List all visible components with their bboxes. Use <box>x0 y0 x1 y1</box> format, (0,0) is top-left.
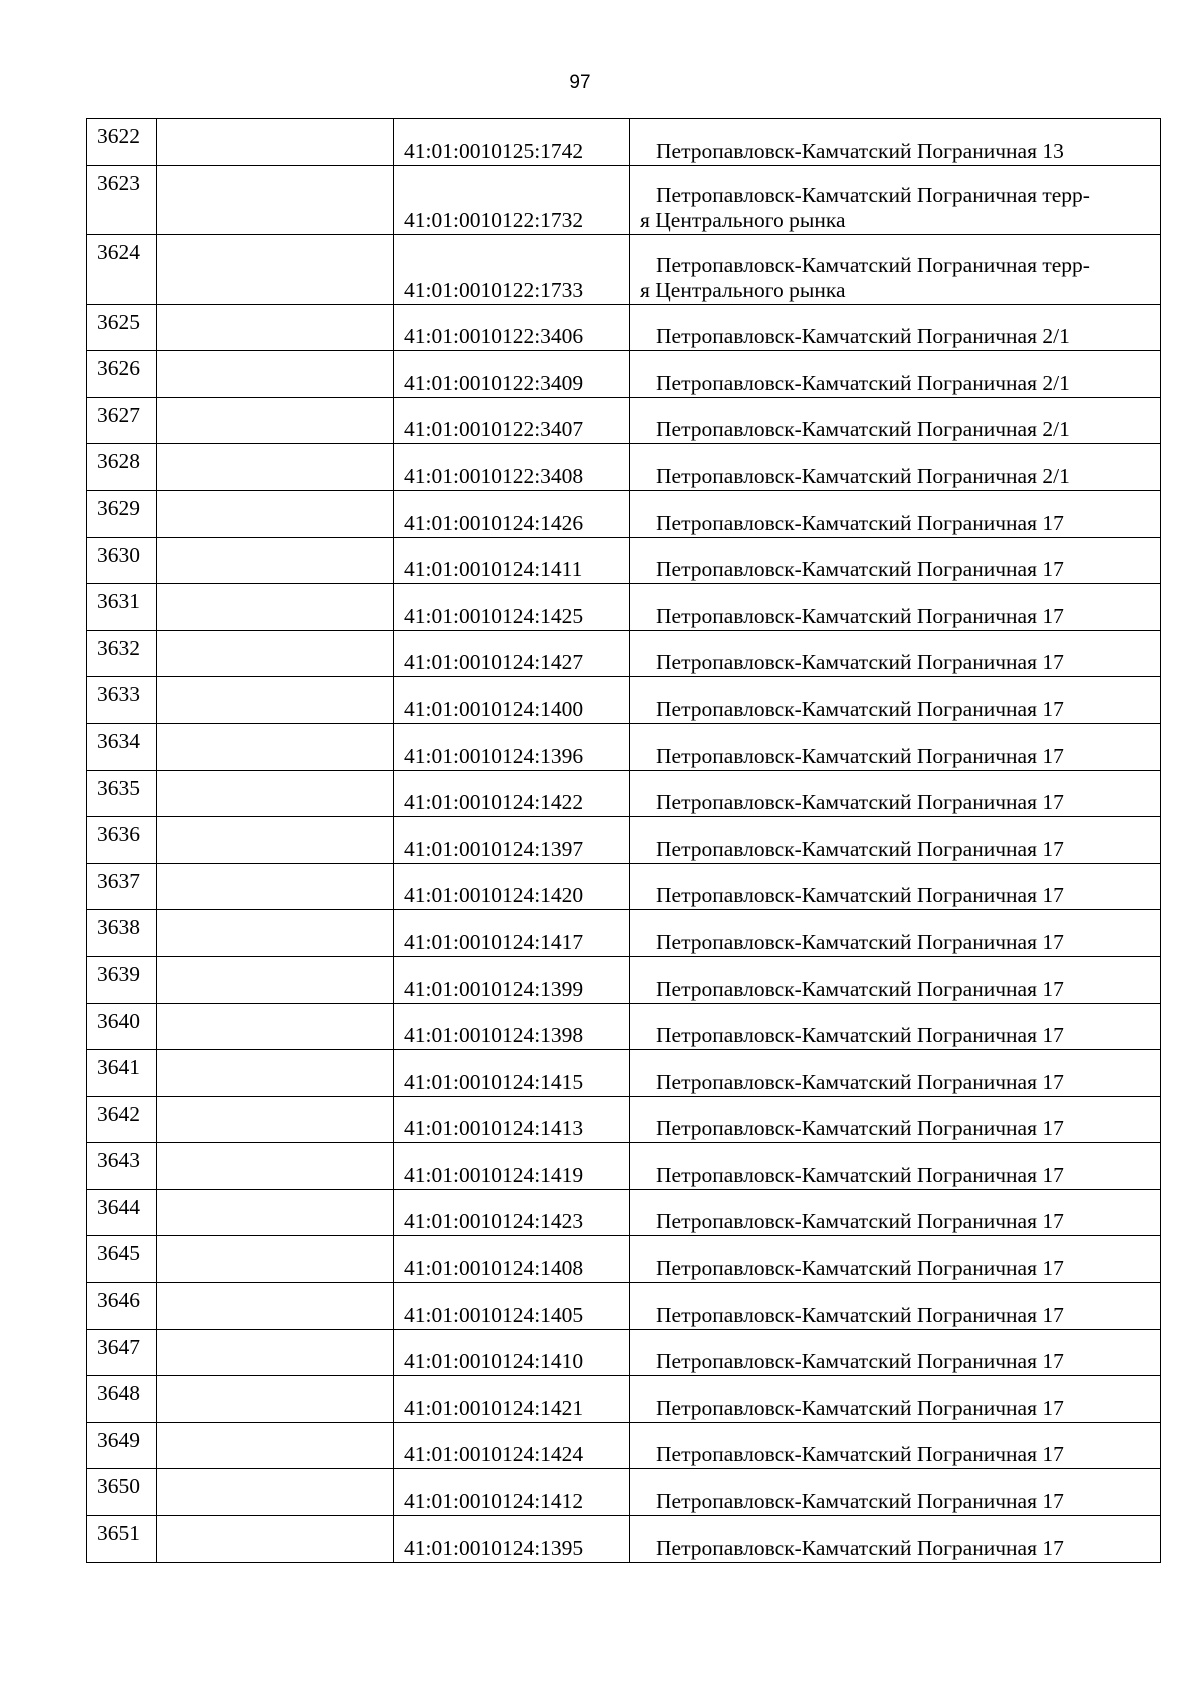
address-line-1: Петропавловск-Камчатский Пограничная терр- <box>656 252 1090 277</box>
address-cell <box>630 863 1161 910</box>
address-cell <box>630 630 1161 677</box>
row-number-cell: 3624 <box>87 235 157 305</box>
address-cell <box>630 235 1161 305</box>
address-cell <box>630 956 1161 1003</box>
empty-cell <box>157 817 394 864</box>
address-cell <box>630 677 1161 724</box>
address-cell <box>630 119 1161 166</box>
address-cell <box>630 770 1161 817</box>
address-line-1: Петропавловск-Камчатский Пограничная 17 <box>656 1395 1064 1420</box>
address-cell <box>630 584 1161 631</box>
address-line-1: Петропавловск-Камчатский Пограничная 2/1 <box>656 370 1070 395</box>
cadastral-number-cell: 41:01:0010124:1412 <box>394 1469 630 1516</box>
empty-cell <box>157 723 394 770</box>
cadastral-number-cell: 41:01:0010124:1398 <box>394 1003 630 1050</box>
cadastral-number-cell: 41:01:0010124:1397 <box>394 817 630 864</box>
row-number-cell: 3645 <box>87 1236 157 1283</box>
empty-cell <box>157 677 394 724</box>
row-number-cell: 3640 <box>87 1003 157 1050</box>
registry-table <box>86 118 1161 1563</box>
table-row <box>87 1189 1161 1236</box>
cadastral-number-cell: 41:01:0010124:1426 <box>394 490 630 537</box>
empty-cell <box>157 537 394 584</box>
address-line-1: Петропавловск-Камчатский Пограничная 17 <box>656 1023 1064 1048</box>
empty-cell <box>157 1236 394 1283</box>
address-line-1: Петропавловск-Камчатский Пограничная 17 <box>656 510 1064 535</box>
empty-cell <box>157 119 394 166</box>
empty-cell <box>157 165 394 235</box>
registry-table-body <box>87 119 1161 1563</box>
address-line-1: Петропавловск-Камчатский Пограничная 17 <box>656 1349 1064 1374</box>
address-line-1: Петропавловск-Камчатский Пограничная 13 <box>656 138 1064 163</box>
empty-cell <box>157 1189 394 1236</box>
address-cell <box>630 1329 1161 1376</box>
empty-cell <box>157 910 394 957</box>
table-row <box>87 1516 1161 1563</box>
address-cell <box>630 490 1161 537</box>
row-number-cell: 3625 <box>87 304 157 351</box>
table-row <box>87 910 1161 957</box>
table-row <box>87 1469 1161 1516</box>
address-cell <box>630 537 1161 584</box>
row-number-cell: 3638 <box>87 910 157 957</box>
address-line-2: я Центрального рынка <box>640 208 846 233</box>
address-cell <box>630 1143 1161 1190</box>
row-number-cell: 3633 <box>87 677 157 724</box>
row-number-cell: 3635 <box>87 770 157 817</box>
cadastral-number-cell: 41:01:0010124:1421 <box>394 1376 630 1423</box>
address-line-1: Петропавловск-Камчатский Пограничная 17 <box>656 603 1064 628</box>
cadastral-number-cell: 41:01:0010124:1396 <box>394 723 630 770</box>
address-line-2: я Центрального рынка <box>640 277 846 302</box>
empty-cell <box>157 1096 394 1143</box>
cadastral-number-cell: 41:01:0010124:1405 <box>394 1283 630 1330</box>
empty-cell <box>157 1516 394 1563</box>
address-line-1: Петропавловск-Камчатский Пограничная 17 <box>656 883 1064 908</box>
address-line-1: Петропавловск-Камчатский Пограничная 17 <box>656 1489 1064 1514</box>
table-row <box>87 770 1161 817</box>
row-number-cell: 3643 <box>87 1143 157 1190</box>
address-line-1: Петропавловск-Камчатский Пограничная 2/1 <box>656 417 1070 442</box>
address-cell <box>630 1236 1161 1283</box>
row-number-cell: 3627 <box>87 397 157 444</box>
address-cell <box>630 165 1161 235</box>
address-line-1: Петропавловск-Камчатский Пограничная 17 <box>656 1256 1064 1281</box>
table-row <box>87 397 1161 444</box>
address-line-1: Петропавловск-Камчатский Пограничная 17 <box>656 1535 1064 1560</box>
table-row <box>87 1329 1161 1376</box>
table-row <box>87 817 1161 864</box>
cadastral-number-cell: 41:01:0010122:3407 <box>394 397 630 444</box>
cadastral-number-cell: 41:01:0010122:3409 <box>394 351 630 398</box>
address-cell <box>630 1516 1161 1563</box>
table-row <box>87 235 1161 305</box>
table-row <box>87 119 1161 166</box>
cadastral-number-cell: 41:01:0010124:1424 <box>394 1422 630 1469</box>
cadastral-number-cell: 41:01:0010122:3408 <box>394 444 630 491</box>
empty-cell <box>157 490 394 537</box>
cadastral-number-cell: 41:01:0010124:1423 <box>394 1189 630 1236</box>
empty-cell <box>157 1422 394 1469</box>
cadastral-number-cell: 41:01:0010124:1408 <box>394 1236 630 1283</box>
empty-cell <box>157 397 394 444</box>
cadastral-number-cell: 41:01:0010125:1742 <box>394 119 630 166</box>
row-number-cell: 3651 <box>87 1516 157 1563</box>
cadastral-number-cell: 41:01:0010122:3406 <box>394 304 630 351</box>
table-row <box>87 723 1161 770</box>
row-number-cell: 3639 <box>87 956 157 1003</box>
address-line-1: Петропавловск-Камчатский Пограничная 17 <box>656 557 1064 582</box>
address-line-1: Петропавловск-Камчатский Пограничная 17 <box>656 1162 1064 1187</box>
table-row <box>87 1143 1161 1190</box>
cadastral-number-cell: 41:01:0010124:1399 <box>394 956 630 1003</box>
row-number-cell: 3623 <box>87 165 157 235</box>
row-number-cell: 3641 <box>87 1050 157 1097</box>
address-line-1: Петропавловск-Камчатский Пограничная 17 <box>656 1069 1064 1094</box>
address-cell <box>630 910 1161 957</box>
cadastral-number-cell: 41:01:0010124:1427 <box>394 630 630 677</box>
address-cell <box>630 1003 1161 1050</box>
address-line-1: Петропавловск-Камчатский Пограничная 17 <box>656 743 1064 768</box>
table-row <box>87 956 1161 1003</box>
address-cell <box>630 397 1161 444</box>
table-row <box>87 165 1161 235</box>
cadastral-number-cell: 41:01:0010124:1415 <box>394 1050 630 1097</box>
address-cell <box>630 1469 1161 1516</box>
address-line-1: Петропавловск-Камчатский Пограничная 2/1 <box>656 324 1070 349</box>
row-number-cell: 3632 <box>87 630 157 677</box>
empty-cell <box>157 770 394 817</box>
row-number-cell: 3636 <box>87 817 157 864</box>
row-number-cell: 3629 <box>87 490 157 537</box>
row-number-cell: 3634 <box>87 723 157 770</box>
address-cell <box>630 304 1161 351</box>
address-cell <box>630 817 1161 864</box>
cadastral-number-cell: 41:01:0010124:1420 <box>394 863 630 910</box>
address-cell <box>630 1422 1161 1469</box>
cadastral-number-cell: 41:01:0010122:1733 <box>394 235 630 305</box>
row-number-cell: 3626 <box>87 351 157 398</box>
table-row <box>87 1096 1161 1143</box>
address-line-1: Петропавловск-Камчатский Пограничная терр- <box>656 183 1090 208</box>
empty-cell <box>157 444 394 491</box>
table-row <box>87 537 1161 584</box>
address-line-1: Петропавловск-Камчатский Пограничная 17 <box>656 1209 1064 1234</box>
address-cell <box>630 723 1161 770</box>
table-row <box>87 677 1161 724</box>
row-number-cell: 3630 <box>87 537 157 584</box>
table-row <box>87 584 1161 631</box>
page-number: 97 <box>569 72 591 93</box>
cadastral-number-cell: 41:01:0010124:1425 <box>394 584 630 631</box>
table-row <box>87 351 1161 398</box>
empty-cell <box>157 235 394 305</box>
row-number-cell: 3628 <box>87 444 157 491</box>
empty-cell <box>157 1469 394 1516</box>
table-row <box>87 304 1161 351</box>
table-row <box>87 630 1161 677</box>
cadastral-number-cell: 41:01:0010124:1422 <box>394 770 630 817</box>
empty-cell <box>157 863 394 910</box>
empty-cell <box>157 956 394 1003</box>
table-row <box>87 1422 1161 1469</box>
table-row <box>87 1376 1161 1423</box>
cadastral-number-cell: 41:01:0010124:1417 <box>394 910 630 957</box>
row-number-cell: 3647 <box>87 1329 157 1376</box>
row-number-cell: 3648 <box>87 1376 157 1423</box>
empty-cell <box>157 1050 394 1097</box>
row-number-cell: 3646 <box>87 1283 157 1330</box>
table-row <box>87 444 1161 491</box>
row-number-cell: 3622 <box>87 119 157 166</box>
row-number-cell: 3644 <box>87 1189 157 1236</box>
table-row <box>87 1236 1161 1283</box>
table-row <box>87 1003 1161 1050</box>
row-number-cell: 3642 <box>87 1096 157 1143</box>
address-cell <box>630 1050 1161 1097</box>
table-row <box>87 863 1161 910</box>
address-cell <box>630 1376 1161 1423</box>
empty-cell <box>157 304 394 351</box>
table-row <box>87 1050 1161 1097</box>
address-line-1: Петропавловск-Камчатский Пограничная 17 <box>656 836 1064 861</box>
address-cell <box>630 351 1161 398</box>
address-line-1: Петропавловск-Камчатский Пограничная 17 <box>656 929 1064 954</box>
cadastral-number-cell: 41:01:0010124:1411 <box>394 537 630 584</box>
table-row <box>87 1283 1161 1330</box>
address-cell <box>630 1283 1161 1330</box>
empty-cell <box>157 351 394 398</box>
empty-cell <box>157 630 394 677</box>
cadastral-number-cell: 41:01:0010124:1395 <box>394 1516 630 1563</box>
row-number-cell: 3650 <box>87 1469 157 1516</box>
row-number-cell: 3649 <box>87 1422 157 1469</box>
address-cell <box>630 444 1161 491</box>
address-line-1: Петропавловск-Камчатский Пограничная 17 <box>656 1302 1064 1327</box>
row-number-cell: 3637 <box>87 863 157 910</box>
address-line-1: Петропавловск-Камчатский Пограничная 17 <box>656 976 1064 1001</box>
address-line-1: Петропавловск-Камчатский Пограничная 17 <box>656 1116 1064 1141</box>
cadastral-number-cell: 41:01:0010124:1419 <box>394 1143 630 1190</box>
empty-cell <box>157 1003 394 1050</box>
empty-cell <box>157 1283 394 1330</box>
address-cell <box>630 1189 1161 1236</box>
empty-cell <box>157 1376 394 1423</box>
address-cell <box>630 1096 1161 1143</box>
empty-cell <box>157 584 394 631</box>
cadastral-number-cell: 41:01:0010124:1400 <box>394 677 630 724</box>
table-row <box>87 490 1161 537</box>
empty-cell <box>157 1329 394 1376</box>
row-number-cell: 3631 <box>87 584 157 631</box>
address-line-1: Петропавловск-Камчатский Пограничная 17 <box>656 1442 1064 1467</box>
cadastral-number-cell: 41:01:0010124:1413 <box>394 1096 630 1143</box>
address-line-1: Петропавловск-Камчатский Пограничная 17 <box>656 650 1064 675</box>
address-line-1: Петропавловск-Камчатский Пограничная 2/1 <box>656 463 1070 488</box>
address-line-1: Петропавловск-Камчатский Пограничная 17 <box>656 696 1064 721</box>
cadastral-number-cell: 41:01:0010124:1410 <box>394 1329 630 1376</box>
empty-cell <box>157 1143 394 1190</box>
cadastral-number-cell: 41:01:0010122:1732 <box>394 165 630 235</box>
address-line-1: Петропавловск-Камчатский Пограничная 17 <box>656 790 1064 815</box>
